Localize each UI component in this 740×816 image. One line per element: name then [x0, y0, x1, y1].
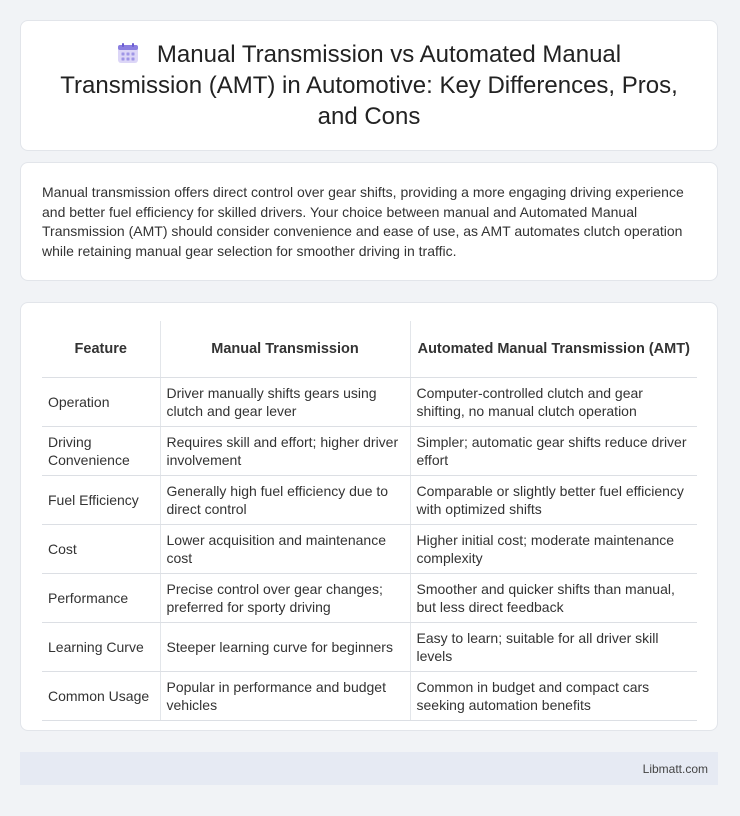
row-manual: Precise control over gear changes; preferred for sporty driving [160, 574, 410, 623]
header-amt: Automated Manual Transmission (AMT) [410, 321, 697, 378]
row-feature: Fuel Efficiency [42, 476, 160, 525]
row-amt: Simpler; automatic gear shifts reduce driver effort [410, 427, 697, 476]
row-feature: Learning Curve [42, 623, 160, 672]
header-manual: Manual Transmission [160, 321, 410, 378]
footer [20, 752, 718, 785]
table-header-row [42, 321, 697, 378]
row-feature: Common Usage [42, 672, 160, 721]
table-row [42, 476, 697, 525]
row-feature: Cost [42, 525, 160, 574]
intro-paragraph: Manual transmission offers direct control over gear shifts, providing a more engaging driving experience and better fuel efficiency for skilled drivers. Your choice between manual and Automated Manual Transmission (AMT) should consider convenience and ease of use, as AMT automates clutch operation while retaining manual gear selection for smoother driving in traffic. [42, 184, 684, 259]
table-row [42, 672, 697, 721]
row-amt: Common in budget and compact cars seeking automation benefits [410, 672, 697, 721]
table-row [42, 378, 697, 427]
row-manual: Generally high fuel efficiency due to direct control [160, 476, 410, 525]
table-row [42, 427, 697, 476]
table-row [42, 623, 697, 672]
title-card [20, 20, 718, 151]
row-amt: Computer-controlled clutch and gear shifting, no manual clutch operation [410, 378, 697, 427]
row-amt: Higher initial cost; moderate maintenance complexity [410, 525, 697, 574]
intro-card [20, 162, 718, 281]
row-manual: Popular in performance and budget vehicles [160, 672, 410, 721]
title-text: Manual Transmission vs Automated Manual Transmission (AMT) in Automotive: Key Differences, Pros, and Cons [60, 41, 678, 130]
row-feature: Driving Convenience [42, 427, 160, 476]
table-row [42, 525, 697, 574]
header-feature: Feature [42, 321, 160, 378]
row-manual: Steeper learning curve for beginners [160, 623, 410, 672]
calendar-icon [117, 42, 139, 64]
row-amt: Smoother and quicker shifts than manual, but less direct feedback [410, 574, 697, 623]
row-manual: Driver manually shifts gears using clutch and gear lever [160, 378, 410, 427]
footer-brand-link[interactable]: Libmatt.com [642, 761, 708, 776]
page-title [21, 39, 717, 132]
row-amt: Easy to learn; suitable for all driver skill levels [410, 623, 697, 672]
row-manual: Lower acquisition and maintenance cost [160, 525, 410, 574]
row-feature: Operation [42, 378, 160, 427]
table-card [20, 302, 718, 731]
row-manual: Requires skill and effort; higher driver involvement [160, 427, 410, 476]
row-amt: Comparable or slightly better fuel efficiency with optimized shifts [410, 476, 697, 525]
table-row [42, 574, 697, 623]
comparison-table [42, 321, 697, 721]
row-feature: Performance [42, 574, 160, 623]
